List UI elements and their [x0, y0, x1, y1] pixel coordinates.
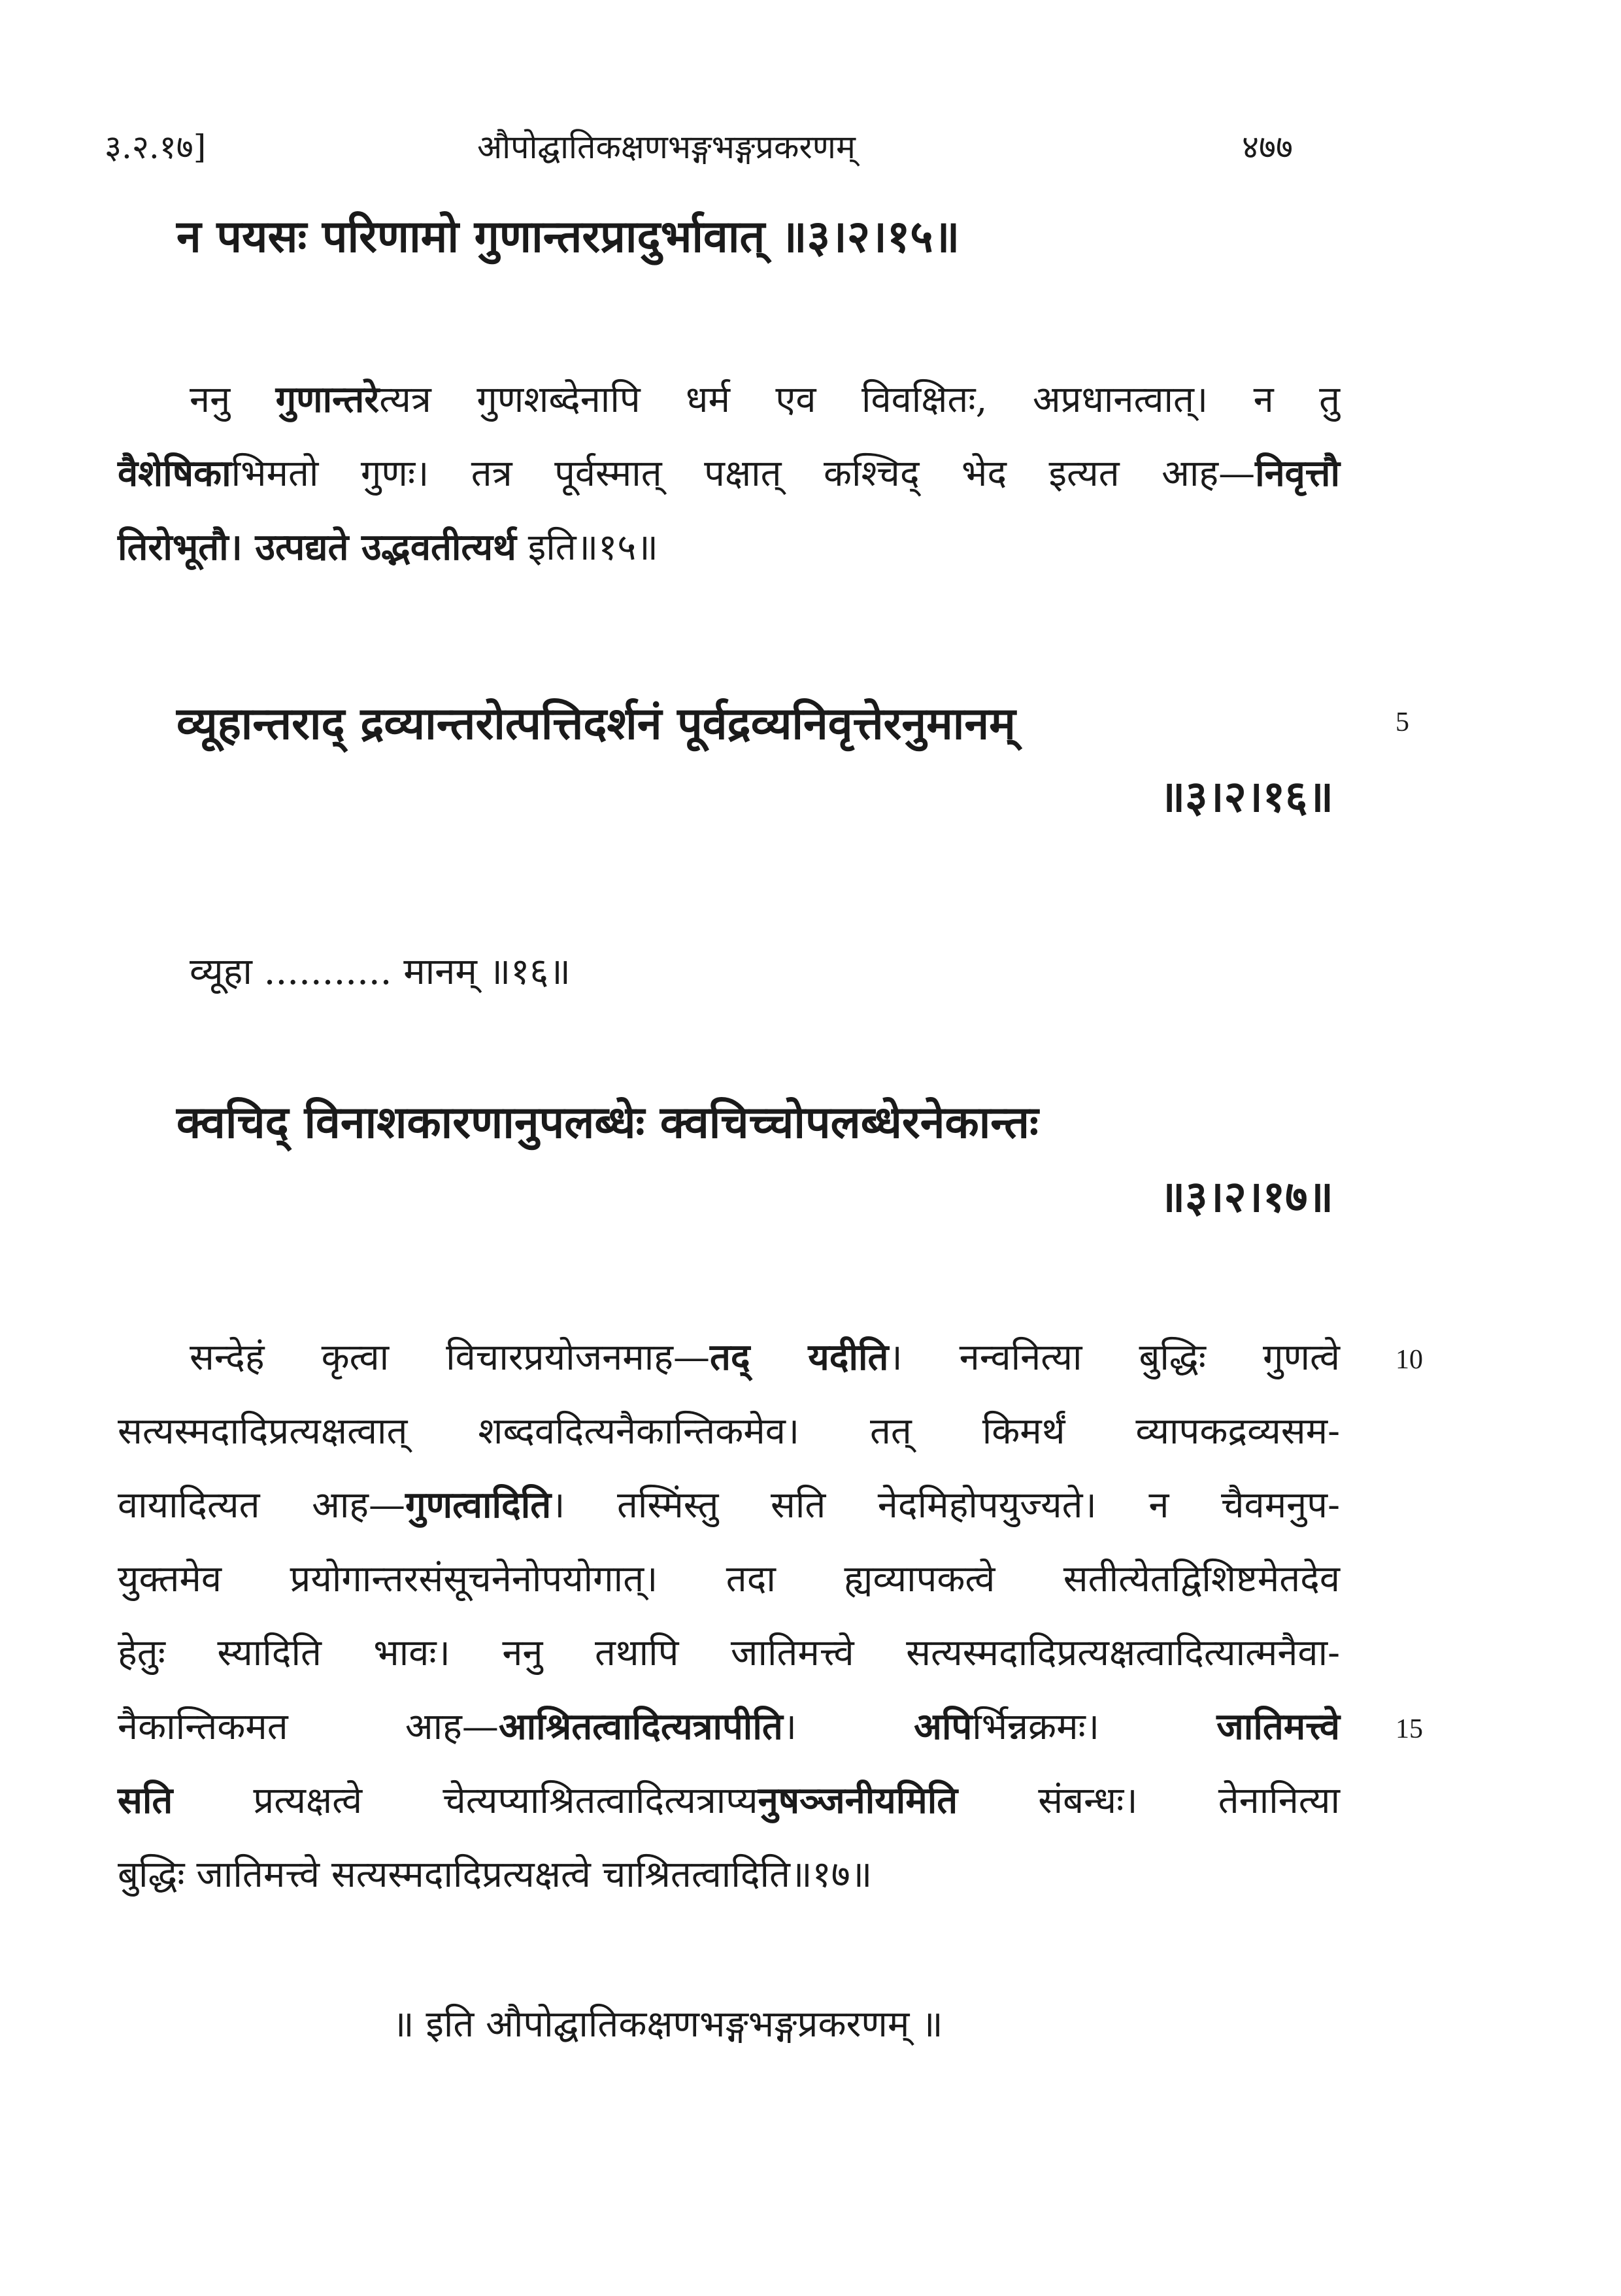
header-chapter-title: औपोद्घातिकक्षणभङ्गभङ्गप्रकरणम्	[477, 128, 856, 166]
line-number: 10	[1395, 1345, 1423, 1375]
sutra-16-number: ॥३।२।१६॥	[1159, 771, 1333, 822]
bold-term: तिरोभूतौ। उत्पद्यते उद्भवतीत्यर्थ	[118, 526, 516, 569]
bold-term: वैशेषिका	[118, 452, 231, 495]
commentary-17-line-7: सति प्रत्यक्षत्वे चेत्यप्याश्रितत्वादित्यत्राप्यनुषञ्जनीयमिति संबन्धः। तेनानित्या	[118, 1779, 1341, 1822]
bold-term: तद् यदीति	[709, 1336, 889, 1379]
commentary-17-line-4: युक्तमेव प्रयोगान्तरसंसूचनेनोपयोगात्। तदा ह्यव्यापकत्वे सतीत्येतद्विशिष्टमेतदेव	[118, 1558, 1340, 1600]
sutra-15: न पयसः परिणामो गुणान्तरप्रादुर्भावात् ॥३।२।१५॥	[176, 211, 960, 263]
bold-term: आश्रितत्वादित्यत्रापीति	[498, 1705, 783, 1748]
sutra-17-number: ॥३।२।१७॥	[1159, 1171, 1333, 1222]
bold-term: सति	[118, 1779, 173, 1822]
commentary-17-line-6: नैकान्तिकमत आह—आश्रितत्वादित्यत्रापीति। अपिर्भिन्नक्रमः। जातिमत्त्वे	[118, 1705, 1341, 1748]
bold-term: नुषञ्जनीयमिति	[758, 1779, 958, 1822]
commentary-15-line-2: वैशेषिकाभिमतो गुणः। तत्र पूर्वस्मात् पक्षात् कश्चिद् भेद इत्यत आह—निवृत्तौ	[118, 452, 1340, 495]
commentary-15	[118, 363, 1340, 584]
commentary-17-line-1: सन्देहं कृत्वा विचारप्रयोजनमाह—तद् यदीति। नन्वनित्या बुद्धिः गुणत्वे	[190, 1336, 1340, 1379]
commentary-15-line-3: तिरोभूतौ। उत्पद्यते उद्भवतीत्यर्थ इति॥१५॥	[118, 526, 658, 569]
line-number: 15	[1395, 1714, 1423, 1744]
header-section-ref: ३.२.१७]	[105, 128, 207, 166]
bold-term: निवृत्तौ	[1255, 452, 1340, 495]
chapter-colophon: ॥ इति औपोद्घातिकक्षणभङ्गभङ्गप्रकरणम् ॥	[392, 2003, 943, 2046]
header-page-number: ४७७	[1242, 128, 1293, 166]
commentary-16	[118, 935, 1340, 1009]
commentary-16-line-1: व्यूहा ........... मानम् ॥१६॥	[190, 951, 571, 993]
bold-term: अपि	[914, 1705, 973, 1748]
commentary-15-line-1: ननु गुणान्तरेत्यत्र गुणशब्देनापि धर्म एव विवक्षितः, अप्रधानत्वात्। न तु	[190, 378, 1340, 421]
commentary-17-line-8: बुद्धिः जातिमत्त्वे सत्यस्मदादिप्रत्यक्षत्वे चाश्रितत्वादिति॥१७॥	[118, 1853, 873, 1896]
bold-term: गुणत्वादिति	[405, 1483, 552, 1527]
sutra-17: क्वचिद् विनाशकारणानुपलब्धेः क्वचिच्चोपलब्धेरनेकान्तः	[176, 1096, 1039, 1149]
line-number: 5	[1395, 707, 1409, 737]
bold-term: गुणान्तरे	[275, 378, 380, 421]
commentary-17-line-2: सत्यस्मदादिप्रत्यक्षत्वात् शब्दवदित्यनैकान्तिकमेव। तत् किमर्थं व्यापकद्रव्यसम-	[118, 1410, 1340, 1453]
commentary-17-line-5: हेतुः स्यादिति भावः। ननु तथापि जातिमत्त्वे सत्यस्मदादिप्रत्यक्षत्वादित्यात्मनैवा-	[118, 1632, 1340, 1674]
bold-term: जातिमत्त्वे	[1216, 1705, 1341, 1748]
commentary-17-line-3: वायादित्यत आह—गुणत्वादिति। तस्मिंस्तु सति नेदमिहोपयुज्यते। न चैवमनुप-	[118, 1483, 1340, 1527]
commentary-17	[118, 1321, 1340, 1912]
sutra-16: व्यूहान्तराद् द्रव्यान्तरोत्पत्तिदर्शनं पूर्वद्रव्यनिवृत्तेरनुमानम्	[176, 698, 1016, 750]
